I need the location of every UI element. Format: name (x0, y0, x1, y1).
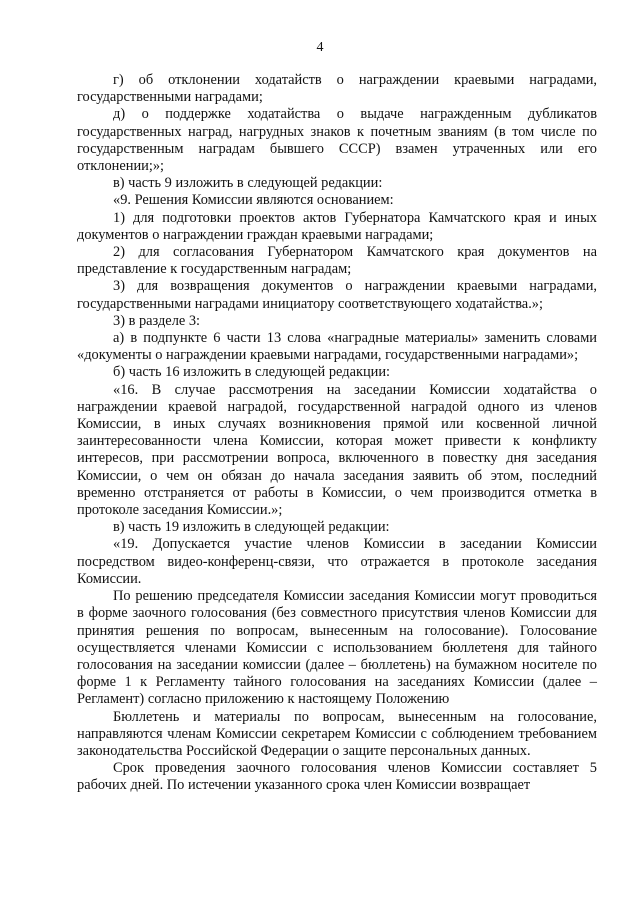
paragraph: 1) для подготовки проектов актов Губернатора Камчатского края и иных документов о награждении граждан краевыми наградами; (77, 209, 597, 243)
paragraph: «16. В случае рассмотрения на заседании Комиссии ходатайства о награждении краевой наградой, государственной наградой одного из членов Комиссии, в иных случаях возникновения прямой или косвенной личной заинтересованности члена Комиссии, которая может привести к конфликту интересов, при рассмотрении вопроса, включенного в повестку дня заседания Комиссии, о чем он обязан до начала заседания заявить об этом, последний временно отстраняется от работы в Комиссии, о чем производится отметка в протоколе заседания Комиссии.»; (77, 381, 597, 519)
paragraph: 3) для возвращения документов о награждении краевыми наградами, государственными наградами инициатору соответствующего ходатайства.»; (77, 278, 597, 312)
page-number: 4 (316, 40, 324, 55)
paragraph: 3) в разделе 3: (113, 312, 201, 329)
paragraph: 2) для согласования Губернатором Камчатского края документов на представление к государственным наградам; (77, 244, 597, 278)
paragraph: а) в подпункте 6 части 13 слова «наградные материалы» заменить словами «документы о награждении краевыми наградами, государственными наградами»; (77, 330, 597, 364)
document-body (77, 72, 597, 795)
paragraph: в) часть 9 изложить в следующей редакции: (113, 175, 383, 192)
paragraph: Срок проведения заочного голосования членов Комиссии составляет 5 рабочих дней. По истечении указанного срока член Комиссии возвращает (77, 760, 597, 794)
paragraph: д) о поддержке ходатайства о выдаче награжденным дубликатов государственных наград, нагрудных знаков к почетным званиям (в том числе по государственным наградам бывшего СССР) взамен утраченных или его отклонении;»; (77, 106, 597, 175)
paragraph: «19. Допускается участие членов Комиссии в заседании Комиссии посредством видео-конференц-связи, что отражается в протоколе заседания Комиссии. (77, 536, 597, 587)
paragraph: По решению председателя Комиссии заседания Комиссии могут проводиться в форме заочного голосования (без совместного присутствия членов Комиссии для принятия решения по вопросам, вынесенным на голосование). Голосование осуществляется членами Комиссии с использованием бюллетеня для тайного голосования на заседании комиссии (далее – бюллетень) на бумажном носителе по форме 1 к Регламенту тайного голосования на заседаниях Комиссии (далее – Регламент) согласно приложению к настоящему Положению (77, 588, 597, 708)
paragraph: б) часть 16 изложить в следующей редакции: (113, 364, 391, 381)
paragraph: в) часть 19 изложить в следующей редакции: (113, 519, 390, 536)
paragraph: Бюллетень и материалы по вопросам, вынесенным на голосование, направляются членам Комиссии секретарем Комиссии с соблюдением требованием законодательства Российской Федерации о защите персональных данных. (77, 708, 597, 759)
paragraph: г) об отклонении ходатайств о награждении краевыми наградами, государственными наградами; (77, 72, 597, 106)
paragraph: «9. Решения Комиссии являются основанием: (113, 192, 394, 209)
